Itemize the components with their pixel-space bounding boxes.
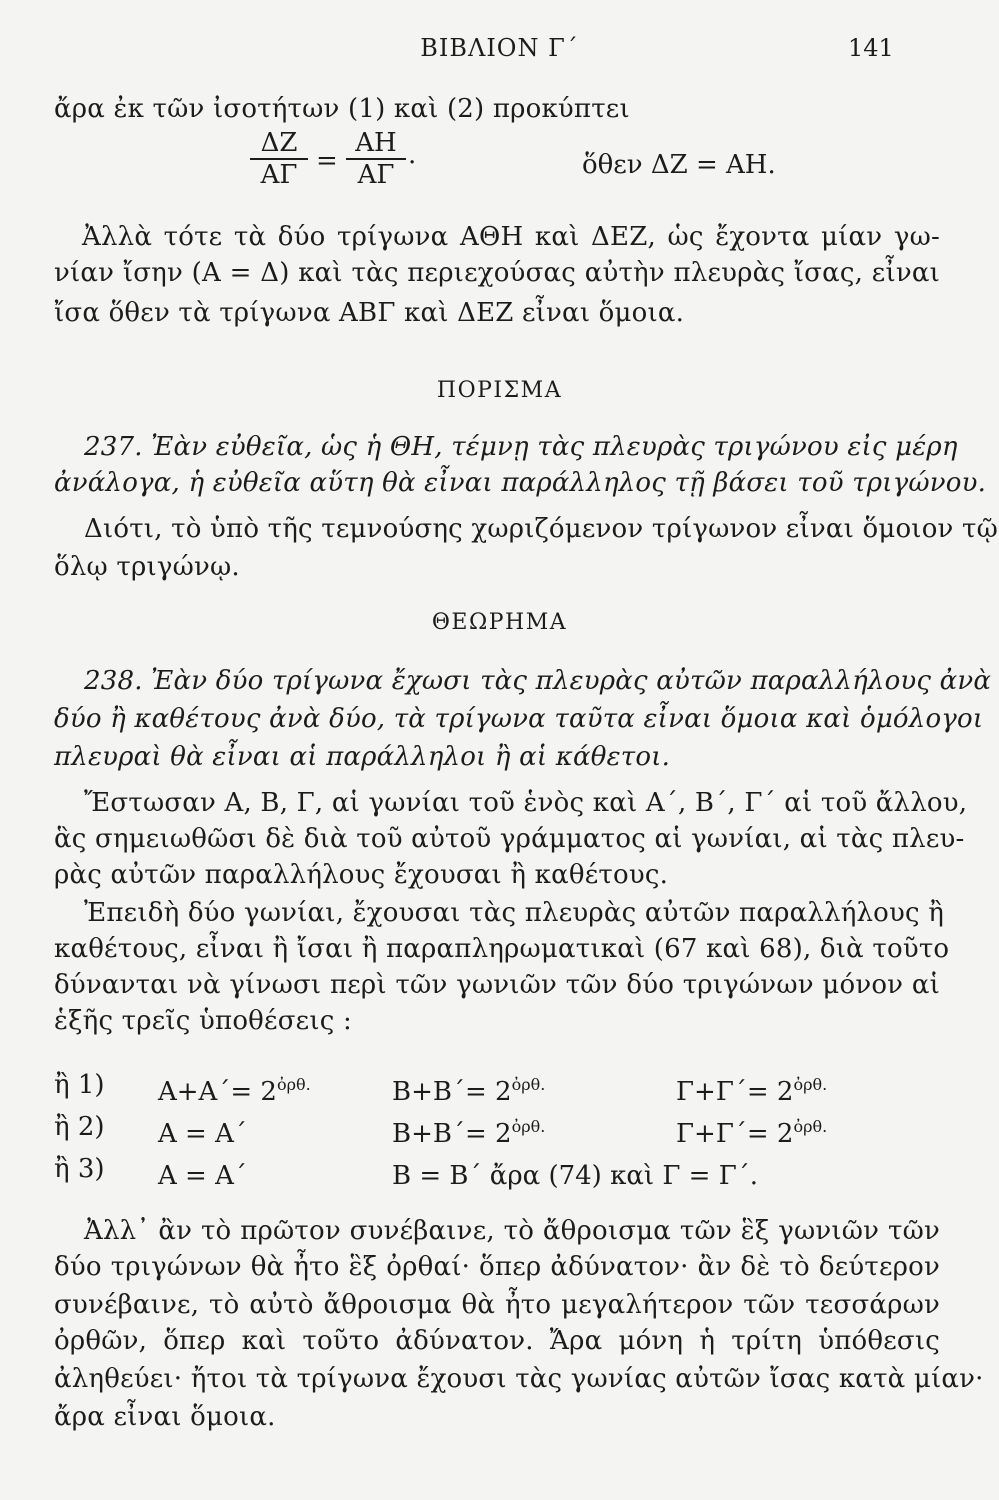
- case-label: ἢ 1): [54, 1070, 105, 1100]
- porism-line: ἀνάλογα, ἡ εὐθεῖα αὕτη θὰ εἶναι παράλληλος τῇ βάσει τοῦ τριγώνου.: [54, 468, 987, 498]
- intro-line: ἄρα ἐκ τῶν ἰσοτήτων (1) καὶ (2) προκύπτει: [54, 94, 630, 124]
- paragraph-line: καθέτους, εἶναι ἢ ἴσαι ἢ παραπληρωματικαὶ (67 καὶ 68), διὰ τοῦτο: [54, 934, 950, 964]
- case-expression: Α = Α΄: [158, 1119, 247, 1149]
- fraction-left-denominator: ΑΓ: [260, 160, 298, 190]
- porism-proof-line: Διότι, τὸ ὑπὸ τῆς τεμνούσης χωριζόμενον τρίγωνον εἶναι ὅμοιον τῷ: [84, 514, 999, 544]
- paragraph-line: ἀληθεύει· ἤτοι τὰ τρίγωνα ἔχουσι τὰς γωνίας αὐτῶν ἴσας κατὰ μίαν·: [54, 1364, 984, 1394]
- paragraph-line: Ἔστωσαν Α, Β, Γ, αἱ γωνίαι τοῦ ἑνὸς καὶ Α΄, Β΄, Γ΄ αἱ τοῦ ἄλλου,: [84, 788, 968, 818]
- theorem-heading: ΘΕΩΡΗΜΑ: [431, 610, 568, 635]
- fraction-right-numerator: ΑΗ: [346, 128, 406, 160]
- paragraph-line: συνέβαινε, τὸ αὐτὸ ἄθροισμα θὰ ἦτο μεγαλήτερον τῶν τεσσάρων: [54, 1290, 940, 1320]
- porism-heading: ΠΟΡΙΣΜΑ: [436, 378, 563, 403]
- theorem-line: πλευραὶ θὰ εἶναι αἱ παράλληλοι ἢ αἱ κάθετοι.: [54, 742, 671, 772]
- fraction-right-denominator: ΑΓ: [357, 160, 395, 190]
- paragraph-line: ὀρθῶν, ὅπερ καὶ τοῦτο ἀδύνατον. Ἄρα μόνη ἡ τρίτη ὑπόθεσις: [54, 1326, 940, 1356]
- paragraph-line: Ἐπειδὴ δύο γωνίαι, ἔχουσαι τὰς πλευρὰς αὐτῶν παραλλήλους ἢ: [84, 898, 945, 928]
- case-expression: Α = Α΄: [158, 1161, 247, 1191]
- fraction-left-numerator: ΔΖ: [250, 128, 308, 160]
- theorem-line: δύο ἢ καθέτους ἀνὰ δύο, τὰ τρίγωνα ταῦτα εἶναι ὅμοια καὶ ὁμόλογοι: [54, 704, 984, 734]
- case-label: ἢ 3): [54, 1154, 105, 1184]
- case-expression: $\Gamma+\Gamma΄= 2^{ὀ\rho\theta.}$: [676, 1117, 828, 1149]
- porism-line: 237. Ἐὰν εὐθεῖα, ὡς ἡ ΘΗ, τέμνῃ τὰς πλευρὰς τριγώνου εἰς μέρη: [84, 432, 958, 462]
- case-expression: $A+A΄= 2^{ὀ\rho\theta.}$: [158, 1075, 311, 1107]
- fraction-left: [250, 128, 308, 190]
- paragraph-line: νίαν ἴσην (Α = Δ) καὶ τὰς περιεχούσας αὐτὴν πλευρὰς ἴσας, εἶναι: [54, 258, 940, 288]
- porism-proof-line: ὅλῳ τριγώνῳ.: [54, 552, 240, 582]
- paragraph-line: ἄρα εἶναι ὅμοια.: [54, 1402, 276, 1432]
- equation-conclusion: ὅθεν ΔΖ = ΑΗ.: [582, 150, 776, 180]
- case-expression: $B+B΄= 2^{ὀ\rho\theta.}$: [392, 1117, 546, 1149]
- page-number: 141: [848, 34, 894, 62]
- paragraph-line: δύνανται νὰ γίνωσι περὶ τῶν γωνιῶν τῶν δύο τριγώνων μόνον αἱ: [54, 970, 940, 1000]
- paragraph-line: Ἀλλὰ τότε τὰ δύο τρίγωνα ΑΘΗ καὶ ΔΕΖ, ὡς ἔχοντα μίαν γω-: [82, 222, 940, 252]
- paragraph-line: δύο τριγώνων θὰ ἦτο ἓξ ὀρθαί· ὅπερ ἀδύνατον· ἂν δὲ τὸ δεύτερον: [54, 1252, 940, 1282]
- paragraph-line: ἴσα ὅθεν τὰ τρίγωνα ΑΒΓ καὶ ΔΕΖ εἶναι ὅμοια.: [54, 298, 685, 328]
- case-label: ἢ 2): [54, 1112, 105, 1142]
- paragraph-line: Ἀλλ᾿ ἂν τὸ πρῶτον συνέβαινε, τὸ ἄθροισμα τῶν ἓξ γωνιῶν τῶν: [84, 1216, 940, 1246]
- paragraph-line: ἑξῆς τρεῖς ὑποθέσεις :: [54, 1006, 352, 1036]
- case-expression: Β = Β΄ ἄρα (74) καὶ Γ = Γ΄.: [392, 1161, 759, 1191]
- fraction-right: [346, 128, 406, 190]
- case-expression: $\Gamma+\Gamma΄= 2^{ὀ\rho\theta.}$: [676, 1075, 828, 1107]
- paragraph-line: ἃς σημειωθῶσι δὲ διὰ τοῦ αὐτοῦ γράμματος αἱ γωνίαι, αἱ τὰς πλευ-: [54, 824, 965, 854]
- equals-sign: =: [316, 146, 338, 176]
- paragraph-line: ρὰς αὐτῶν παραλλήλους ἔχουσαι ἢ καθέτους.: [54, 860, 669, 890]
- equation-period: .: [408, 140, 417, 170]
- theorem-line: 238. Ἐὰν δύο τρίγωνα ἔχωσι τὰς πλευρὰς αὐτῶν παραλλήλους ἀνὰ: [84, 666, 992, 696]
- case-expression: $B+B΄= 2^{ὀ\rho\theta.}$: [392, 1075, 546, 1107]
- running-header: ΒΙΒΛΙΟΝ Γ΄: [420, 34, 579, 62]
